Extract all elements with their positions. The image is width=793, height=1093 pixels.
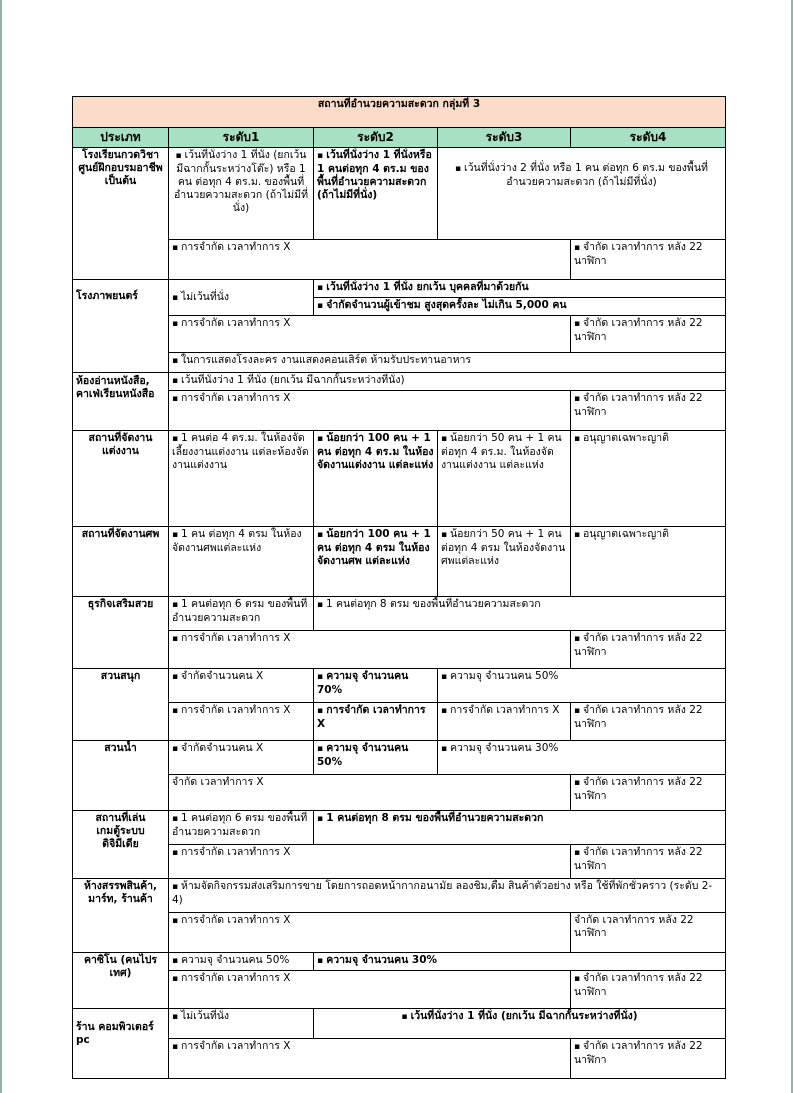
beauty-hours-level-4: ▪ จำกัด เวลาทำการ หลัง 22 นาฬิกา (571, 631, 726, 669)
amusement-hours-level-3: ▪ การจำกัด เวลาทำการ X (438, 703, 571, 741)
category-game-line-1: สถานที่เล่น (95, 812, 146, 824)
pc-hours-level-4: ▪ จำกัด เวลาทำการ หลัง 22 นาฬิกา (571, 1039, 726, 1079)
cinema-level-2-b: ▪ จำกัดจำนวนผู้เข้าชม สูงสุดครั้งละ ไม่เกิน 5,000 คน (314, 298, 726, 316)
category-funeral: สถานที่จัดงานศพ (73, 527, 169, 597)
school-hours: ▪ การจำกัด เวลาทำการ X (169, 240, 571, 280)
category-pc: ร้าน คอมพิวเตอร์ pc (73, 1009, 169, 1079)
casino-hours: ▪ การจำกัด เวลาทำการ X (169, 971, 571, 1009)
game-hours-level-4: ▪ จำกัด เวลาทำการ หลัง 22 นาฬิกา (571, 845, 726, 879)
category-school: โรงเรียนกวดวิชา ศูนย์ฝึกอบรมอาชีพ เป็นต้น (73, 148, 169, 280)
wedding-level-1: ▪ 1 คนต่อ 4 ตร.ม. ในห้องจัดเลี้ยงงานแต่งงาน แต่ละห้องจัดงานแต่งงาน (169, 431, 314, 527)
pc-level-2-4: ▪ เว้นที่นั่งว่าง 1 ที่นั่ง (ยกเว้น มีฉากกั้นระหว่างที่นั่ง) (314, 1009, 726, 1039)
category-amusement: สวนสนุก (73, 669, 169, 741)
wedding-level-3: ▪ น้อยกว่า 50 คน + 1 คน ต่อทุก 4 ตร.ม. ในห้องจัดงานแต่งงาน แต่ละแห่ง (438, 431, 571, 527)
amusement-level-1: ▪ จำกัดจำนวนคน X (169, 669, 314, 703)
category-beauty: ธุรกิจเสริมสวย (73, 597, 169, 669)
cinema-level-2-a: ▪ เว้นที่นั่งว่าง 1 ที่นั่ง ยกเว้น บุคคลที่มาด้วยกัน (314, 280, 726, 298)
amusement-level-2: ▪ ความจุ จำนวนคน 70% (314, 669, 438, 703)
amusement-level-3-4: ▪ ความจุ จำนวนคน 50% (438, 669, 726, 703)
category-mall: ห้างสรรพสินค้า, มาร์ท, ร้านค้า (73, 879, 169, 953)
header-level-1: ระดับ1 (169, 128, 314, 148)
waterpark-level-1: ▪ จำกัดจำนวนคน X (169, 741, 314, 775)
mall-hours: ▪ การจำกัด เวลาทำการ X (169, 913, 571, 953)
school-hours-level-4: ▪ จำกัด เวลาทำการ หลัง 22 นาฬิกา (571, 240, 726, 280)
pc-level-1: ▪ ไม่เว้นที่นั่ง (169, 1009, 314, 1039)
casino-level-1: ▪ ความจุ จำนวนคน 50% (169, 953, 314, 971)
cinema-level-1: ▪ ไม่เว้นที่นั่ง (169, 280, 314, 316)
category-library: ห้องอ่านหนังสือ, คาเฟ่เรียนหนังสือ (73, 373, 169, 431)
amusement-hours-level-1: ▪ การจำกัด เวลาทำการ X (169, 703, 314, 741)
amusement-hours-level-2: ▪ การจำกัด เวลาทำการ X (314, 703, 438, 741)
waterpark-level-2: ▪ ความจุ จำนวนคน 50% (314, 741, 438, 775)
library-level-1: ▪ เว้นที่นั่งว่าง 1 ที่นั่ง (ยกเว้น มีฉากกั้นระหว่างที่นั่ง) (169, 373, 726, 391)
waterpark-level-3-4: ▪ ความจุ จำนวนคน 30% (438, 741, 726, 775)
cinema-hours-level-4: ▪ จำกัด เวลาทำการ หลัง 22 นาฬิกา (571, 316, 726, 353)
school-level-1: ▪ เว้นที่นั่งว่าง 1 ที่นั่ง (ยกเว้น มีฉากกั้นระหว่างโต๊ะ) หรือ 1 คน ต่อทุก 4 ตร.ม. ของพื้นที่อำนวยความสะดวก (ถ้าไม่มีที่นั่ง) (169, 148, 314, 240)
school-level-2: ▪ เว้นที่นั่งว่าง 1 ที่นั่งหรือ 1 คนต่อทุก 4 ตร.ม ของพื้นที่อำนวยความสะดวก (ถ้าไม่มีที่นั่ง) (314, 148, 438, 240)
page-border-left (0, 0, 2, 1093)
mall-note: ▪ ห้ามจัดกิจกรรมส่งเสริมการขาย โดยการถอดหน้ากากอนามัย ลองชิม,ดื่ม สินค้าตัวอย่าง หรือ ใช้ที่พักชั่วคราว (ระดับ 2-4) (169, 879, 726, 913)
casino-hours-level-4: ▪ จำกัด เวลาทำการ หลัง 22 นาฬิกา (571, 971, 726, 1009)
category-wedding: สถานที่จัดงานแต่งงาน (73, 431, 169, 527)
library-hours-level-4: ▪ จำกัด เวลาทำการ หลัง 22 นาฬิกา (571, 391, 726, 431)
pc-hours: ▪ การจำกัด เวลาทำการ X (169, 1039, 571, 1079)
header-level-2: ระดับ2 (314, 128, 438, 148)
header-level-4: ระดับ4 (571, 128, 726, 148)
funeral-level-2: ▪ น้อยกว่า 100 คน + 1 คน ต่อทุก 4 ตรม ในห้องจัดงานศพ แต่ละแห่ง (314, 527, 438, 597)
beauty-hours: ▪ การจำกัด เวลาทำการ X (169, 631, 571, 669)
cinema-hours: ▪ การจำกัด เวลาทำการ X (169, 316, 571, 353)
category-waterpark: สวนน้ำ (73, 741, 169, 811)
casino-level-2-4: ▪ ความจุ จำนวนคน 30% (314, 953, 726, 971)
header-row (73, 128, 726, 148)
game-level-1: ▪ 1 คนต่อทุก 6 ตรม ของพื้นที่อำนวยความสะดวก (169, 811, 314, 845)
amusement-hours-level-4: ▪ จำกัด เวลาทำการ หลัง 22 นาฬิกา (571, 703, 726, 741)
library-hours: ▪ การจำกัด เวลาทำการ X (169, 391, 571, 431)
table-title: สถานที่อำนวยความสะดวก กลุ่มที่ 3 (73, 97, 726, 128)
cinema-note: ▪ ในการแสดงโรงละคร งานแสดงคอนเสิร์ต ห้ามรับประทานอาหาร (169, 353, 726, 373)
wedding-level-2: ▪ น้อยกว่า 100 คน + 1 คน ต่อทุก 4 ตร.ม ในห้องจัดงานแต่งงาน แต่ละแห่ง (314, 431, 438, 527)
funeral-level-4: ▪ อนุญาตเฉพาะญาติ (571, 527, 726, 597)
game-hours: ▪ การจำกัด เวลาทำการ X (169, 845, 571, 879)
header-type: ประเภท (73, 128, 169, 148)
category-game-line-3: ดิจิมีเดีย (102, 838, 139, 850)
game-level-2-4: ▪ 1 คนต่อทุก 8 ตรม ของพื้นที่อำนวยความสะดวก (314, 811, 726, 845)
funeral-level-1: ▪ 1 คน ต่อทุก 4 ตรม ในห้องจัดงานศพแต่ละแห่ง (169, 527, 314, 597)
waterpark-hours-level-4: ▪ จำกัด เวลาทำการ หลัง 22 นาฬิกา (571, 775, 726, 811)
waterpark-hours: จำกัด เวลาทำการ X (169, 775, 571, 811)
school-level-3-4: ▪ เว้นที่นั่งว่าง 2 ที่นั่ง หรือ 1 คน ต่อทุก 6 ตร.ม ของพื้นที่อำนวยความสะดวก (ถ้าไม่มีที่นั่ง) (438, 148, 726, 240)
header-level-3: ระดับ3 (438, 128, 571, 148)
beauty-level-1: ▪ 1 คนต่อทุก 6 ตรม ของพื้นที่อำนวยความสะดวก (169, 597, 314, 631)
beauty-level-2-4: ▪ 1 คนต่อทุก 8 ตรม ของพื้นที่อำนวยความสะดวก (314, 597, 726, 631)
funeral-level-3: ▪ น้อยกว่า 50 คน + 1 คน ต่อทุก 4 ตรม ในห้องจัดงานศพแต่ละแห่ง (438, 527, 571, 597)
wedding-level-4: ▪ อนุญาตเฉพาะญาติ (571, 431, 726, 527)
category-game (73, 811, 169, 879)
facility-table (72, 96, 726, 1079)
category-casino: คาซิโน (คนไปรเทศ) (73, 953, 169, 1009)
category-game-line-2: เกมตู้ระบบ (96, 825, 145, 837)
category-cinema: โรงภาพยนตร์ (73, 280, 169, 373)
mall-hours-level-4: จำกัด เวลาทำการ หลัง 22 นาฬิกา (571, 913, 726, 953)
